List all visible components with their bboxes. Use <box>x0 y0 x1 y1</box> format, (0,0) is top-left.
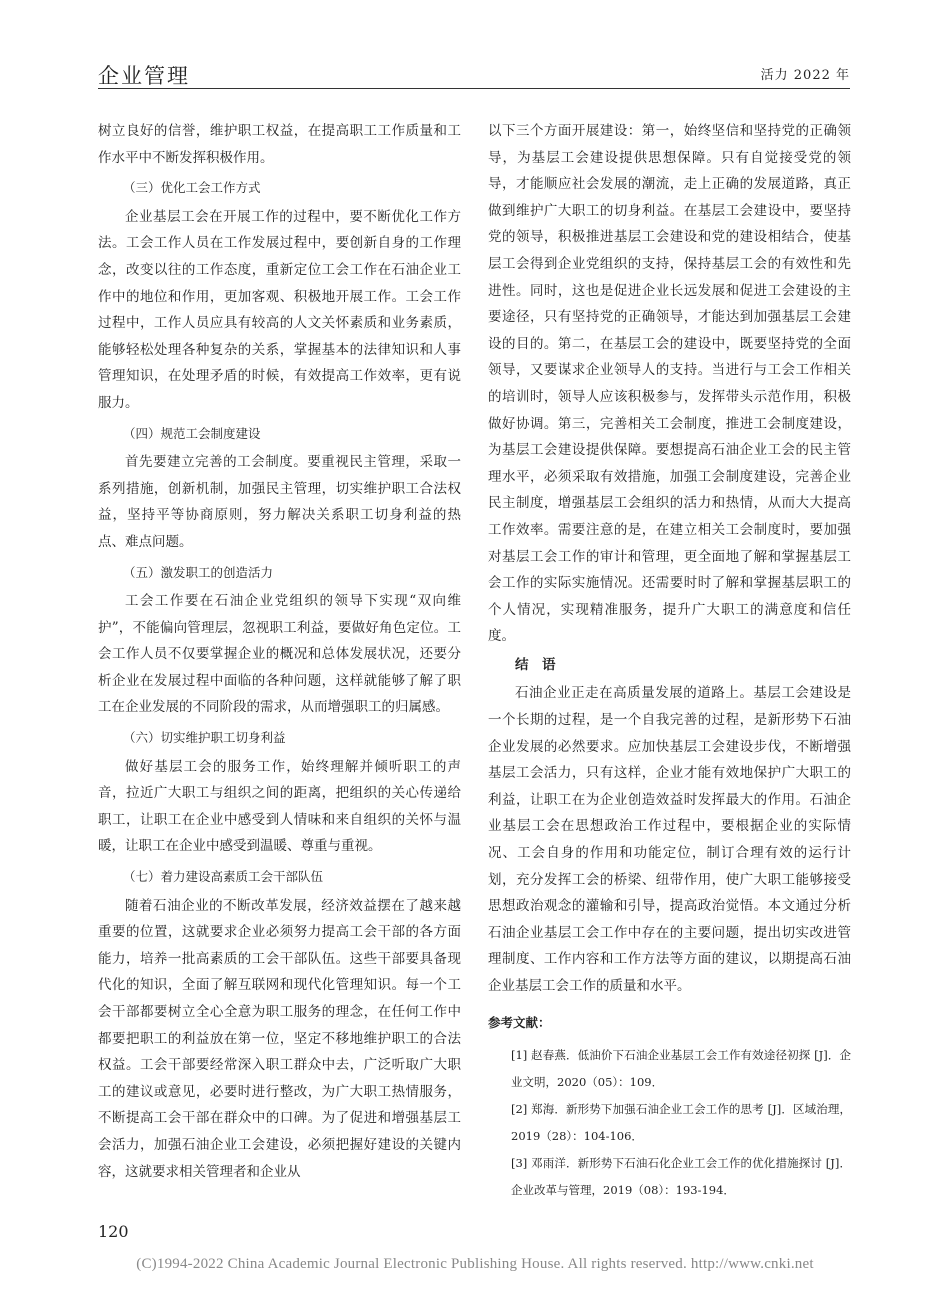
reference-item <box>488 1042 851 1096</box>
paragraph: 企业基层工会在开展工作的过程中，要不断优化工作方法。工会工作人员在工作发展过程中，要创新自身的工作理念，改变以往的工作态度，重新定位工会工作在石油企业工作中的地位和作用，更加客观、积极地开展工作。工会工作过程中，工作人员应具有较高的人文关怀素质和业务素质，能够轻松处理各种复杂的关系，掌握基本的法律知识和人事管理知识，在处理矛盾的时候，有效提高工作效率，更有说服力。 <box>98 208 461 411</box>
reference-number: [3] <box>511 1156 528 1171</box>
copyright-footer: (C)1994-2022 China Academic Journal Electronic Publishing House. All rights reserved. http://www.cnki.net <box>136 1256 814 1272</box>
paragraph: 石油企业正走在高质量发展的道路上。基层工会建设是一个长期的过程，是一个自我完善的过程，是新形势下石油企业发展的必然要求。应加快基层工会建设步伐，不断增强基层工会活力，只有这样，企业才能有效地保护广大职工的利益，让职工在为企业创造效益时发挥最大的作用。石油企业基层工会在思想政治工作过程中，要根据企业的实际情况、工会自身的作用和功能定位，制订合理有效的运行计划，充分发挥工会的桥梁、纽带作用，使广大职工能够接受思想政治观念的灌输和引导，提高政治觉悟。本文通过分析石油企业基层工会工作中存在的主要问题，提出切实改进管理制度、工作内容和工作方法等方面的建议，以期提高石油企业基层工会工作的质量和水平。 <box>488 685 851 994</box>
right-column <box>488 118 851 1204</box>
reference-text: 邓雨洋．新形势下石油石化企业工会工作的优化措施探讨 [J]．企业改革与管理，2019（08）：193-194． <box>511 1156 851 1198</box>
reference-text: 郑海．新形势下加强石油企业工会工作的思考 [J]．区域治理，2019（28）：104-106． <box>511 1102 851 1144</box>
subheading-4: （四）规范工会制度建设 <box>123 425 261 441</box>
journal-year: 活力 2022 年 <box>760 68 850 83</box>
section-title: 企业管理 <box>98 64 190 88</box>
reference-number: [2] <box>511 1102 528 1117</box>
reference-item <box>488 1096 851 1150</box>
page-number: 120 <box>98 1222 129 1241</box>
paragraph: 做好基层工会的服务工作，始终理解并倾听职工的声音，拉近广大职工与组织之间的距离，把组织的关心传递给职工，让职工在企业中感受到人情味和来自组织的关怀与温暖，让职工在企业中感受到温暖、尊重与重视。 <box>98 758 461 855</box>
subheading-7: （七）着力建设高素质工会干部队伍 <box>123 869 324 885</box>
paragraph: 随着石油企业的不断改革发展，经济效益摆在了越来越重要的位置，这就要求企业必须努力提高工会干部的各方面能力，培养一批高素质的工会干部队伍。这些干部要具备现代化的知识，全面了解互联网和现代化管理知识。每一个工会干部都要树立全心全意为职工服务的理念，在任何工作中都要把职工的利益放在第一位，坚定不移地维护职工的合法权益。工会干部要经常深入职工群众中去，广泛听取广大职工的建议或意见，必要时进行整改，为广大职工热情服务，不断提高工会干部在群众中的口碑。为了促进和增强基层工会活力，加强石油企业工会建设，必须把握好建设的关键内容，这就要求相关管理者和企业从 <box>98 897 461 1180</box>
paragraph: 工会工作要在石油企业党组织的领导下实现“双向维护”，不能偏向管理层，忽视职工利益，要做好角色定位。工会工作人员不仅要掌握企业的概况和总体发展状况，还要分析企业在发展过程中面临的各种问题，这样就能够了解了职工在企业发展的不同阶段的需求，从而增强职工的归属感。 <box>98 593 461 716</box>
paragraph: 首先要建立完善的工会制度。要重视民主管理，采取一系列措施，创新机制，加强民主管理，切实维护职工合法权益，坚持平等协商原则，努力解决关系职工切身利益的热点、难点问题。 <box>98 454 461 550</box>
header-divider <box>98 88 850 89</box>
references-title: 参考文献： <box>488 1014 551 1030</box>
reference-item <box>488 1150 851 1204</box>
subheading-6: （六）切实维护职工切身利益 <box>123 730 286 746</box>
reference-text: 赵春燕．低油价下石油企业基层工会工作有效途径初探 [J]．企业文明，2020（05）：109． <box>511 1048 851 1090</box>
left-column <box>98 118 461 1185</box>
reference-number: [1] <box>511 1048 528 1063</box>
paragraph: 树立良好的信誉，维护职工权益，在提高职工工作质量和工作水平中不断发挥积极作用。 <box>98 123 461 166</box>
subheading-5: （五）激发职工的创造活力 <box>123 564 274 580</box>
paragraph: 以下三个方面开展建设：第一，始终坚信和坚持党的正确领导，为基层工会建设提供思想保障。只有自觉接受党的领导，才能顺应社会发展的潮流，走上正确的发展道路，真正做到维护广大职工的切身利益。在基层工会建设中，要坚持党的领导，积极推进基层工会建设和党的建设相结合，使基层工会得到企业党组织的支持，保持基层工会的有效性和先进性。同时，这也是促进企业长远发展和促进工会建设的主要途径，只有坚持党的正确领导，才能达到加强基层工会建设的目的。第二，在基层工会的建设中，既要坚持党的全面领导，又要谋求企业领导人的支持。当进行与工会工作相关的培训时，领导人应该积极参与，发挥带头示范作用，积极做好协调。第三，完善相关工会制度，推进工会制度建设，为基层工会建设提供保障。要想提高石油企业工会的民主管理水平，必须采取有效措施，加强工会制度建设，完善企业民主制度，增强基层工会组织的活力和热情，从而大大提高工作效率。需要注意的是，在建立相关工会制度时，要加强对基层工会工作的审计和管理，更全面地了解和掌握基层工会工作的实际实施情况。还需要时时了解和掌握基层职工的个人情况，实现精准服务，提升广大职工的满意度和信任度。 <box>488 123 851 645</box>
conclusion-heading: 结 语 <box>515 656 556 673</box>
subheading-3: （三）优化工会工作方式 <box>123 180 261 196</box>
